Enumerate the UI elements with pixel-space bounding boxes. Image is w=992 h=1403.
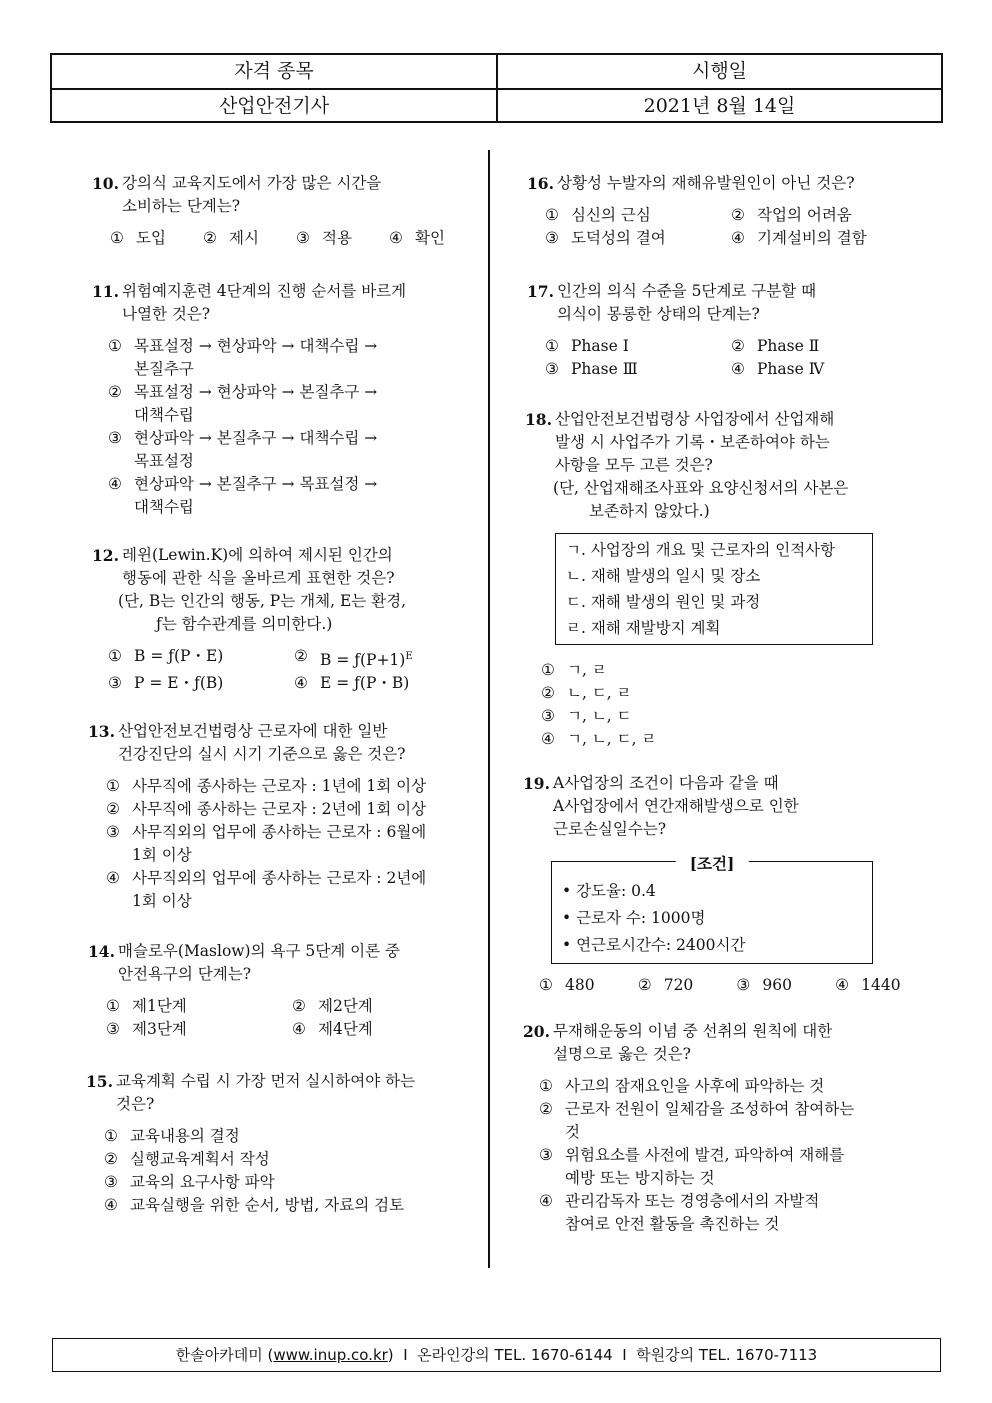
footer-bar	[52, 1338, 941, 1372]
question-11	[92, 280, 472, 519]
question-19	[523, 772, 923, 997]
option-4[interactable]: ④ 제4단계	[292, 1020, 373, 1038]
condition-item: • 연근로시간수: 2400시간	[562, 936, 746, 954]
box-item: ㄷ. 재해 발생의 원인 및 과정	[566, 593, 761, 611]
option-3[interactable]: ③ Phase Ⅲ	[545, 360, 638, 378]
question-12	[92, 544, 477, 695]
options	[104, 1125, 478, 1217]
options	[106, 995, 473, 1041]
stem-line: 행동에 관한 식을 올바르게 표현한 것은?	[122, 569, 395, 587]
option-1[interactable]: ① 제1단계	[106, 997, 187, 1015]
subject-label: 자격 종목	[52, 55, 498, 88]
option-1[interactable]: ① 480	[539, 976, 595, 994]
question-number: 15.	[86, 1072, 113, 1091]
header-row	[52, 55, 941, 90]
option-2[interactable]: ② 근로자 전원이 일체감을 조성하여 참여하는 것	[539, 1100, 855, 1141]
question-16	[527, 172, 927, 250]
stem-line: 산업안전보건법령상 사업장에서 산업재해	[555, 410, 835, 428]
question-stem	[92, 172, 472, 218]
question-stem	[92, 544, 477, 590]
options	[539, 1075, 923, 1236]
stem-line: 건강진단의 실시 시기 기준으로 옳은 것은?	[118, 745, 406, 763]
option-2[interactable]: ② 사무직에 종사하는 근로자 : 2년에 1회 이상	[106, 800, 427, 818]
option-1[interactable]: ① 사고의 잠재요인을 사후에 파악하는 것	[539, 1077, 825, 1095]
stem-line: 매슬로우(Maslow)의 욕구 5단계 이론 중	[118, 942, 400, 960]
question-number: 10.	[92, 174, 119, 193]
stem-line: 소비하는 단계는?	[122, 197, 241, 215]
question-18	[525, 408, 925, 751]
stem-line: A사업장의 조건이 다음과 같을 때	[553, 774, 779, 792]
stem-line: 것은?	[116, 1095, 155, 1113]
stem-line: 안전욕구의 단계는?	[118, 965, 252, 983]
stem-line: 위험예지훈련 4단계의 진행 순서를 바르게	[122, 282, 407, 300]
question-stem	[92, 280, 472, 326]
option-4[interactable]: ④ 관리감독자 또는 경영층에서의 자발적 참여로 안전 활동을 촉진하는 것	[539, 1192, 820, 1233]
option-2[interactable]: ② 목표설정 → 현상파악 → 본질추구 → 대책수립	[108, 383, 378, 424]
box-item: ㄱ. 사업장의 개요 및 근로자의 인적사항	[566, 541, 836, 559]
option-4[interactable]: ④ 사무직외의 업무에 종사하는 근로자 : 2년에 1회 이상	[106, 869, 427, 910]
options	[106, 775, 478, 913]
footer-brand: 한솔아카데미 (	[175, 1346, 274, 1364]
options	[108, 645, 477, 695]
stem-line: 상황성 누발자의 재해유발원인이 아닌 것은?	[557, 174, 855, 192]
option-3[interactable]: ③ 적용	[296, 229, 352, 247]
option-1[interactable]: ① B = ƒ(P・E)	[108, 647, 224, 665]
question-stem	[523, 772, 923, 841]
option-1[interactable]: ① 목표설정 → 현상파악 → 대책수립 → 본질추구	[108, 337, 378, 378]
option-4[interactable]: ④ 1440	[835, 976, 901, 994]
question-number: 14.	[88, 942, 115, 961]
question-note: (단, B는 인간의 행동, P는 개체, E는 환경, ƒ는 함수관계를 의미한다.)	[118, 592, 407, 633]
option-1[interactable]: ① 심신의 근심	[545, 206, 651, 224]
question-stem	[525, 408, 925, 477]
question-stem	[523, 1020, 923, 1066]
options	[545, 204, 927, 250]
question-stem	[527, 172, 927, 195]
options	[541, 659, 925, 751]
column-divider	[488, 150, 490, 1268]
option-3[interactable]: ③ 도덕성의 결여	[545, 229, 666, 247]
stem-line: 산업안전보건법령상 근로자에 대한 일반	[118, 722, 388, 740]
question-stem	[527, 280, 927, 326]
option-1[interactable]: ① 교육내용의 결정	[104, 1127, 240, 1145]
stem-line: 근로손실일수는?	[553, 820, 667, 838]
question-number: 18.	[525, 410, 552, 429]
option-2[interactable]: ② $B = ƒ(P+1)^E$	[294, 647, 413, 670]
option-3[interactable]: ③ ㄱ, ㄴ, ㄷ	[541, 707, 632, 725]
online-course-tel: 온라인강의 TEL. 1670-6144	[417, 1346, 613, 1364]
question-15	[86, 1070, 478, 1217]
option-3[interactable]: ③ 교육의 요구사항 파악	[104, 1173, 275, 1191]
question-number: 20.	[523, 1022, 550, 1041]
box-item: ㄴ. 재해 발생의 일시 및 장소	[566, 567, 761, 585]
question-number: 19.	[523, 774, 550, 793]
academy-tel: 학원강의 TEL. 1670-7113	[636, 1346, 818, 1364]
option-4[interactable]: ④ 확인	[389, 229, 445, 247]
stem-line: 레윈(Lewin.K)에 의하여 제시된 인간의	[122, 546, 393, 564]
footer-brand-end: )	[387, 1346, 394, 1364]
condition-item: • 근로자 수: 1000명	[562, 909, 706, 927]
stem-line: 교육계획 수립 시 가장 먼저 실시하여야 하는	[116, 1072, 416, 1090]
box-item: ㄹ. 재해 재발방지 계획	[566, 619, 721, 637]
option-2[interactable]: ② 작업의 어려움	[731, 206, 852, 224]
stem-line: A사업장에서 연간재해발생으로 인한	[553, 797, 799, 815]
footer-separator: I	[612, 1346, 637, 1364]
option-3[interactable]: ③ 사무직외의 업무에 종사하는 근로자 : 6월에 1회 이상	[106, 823, 427, 864]
option-4[interactable]: ④ 현상파악 → 본질추구 → 목표설정 → 대책수립	[108, 475, 378, 516]
option-3[interactable]: ③ P = E・ƒ(B)	[108, 674, 224, 693]
option-2[interactable]: ② 720	[637, 976, 694, 994]
option-3[interactable]: ③ 960	[736, 976, 792, 994]
conditions-title: [조건]	[676, 850, 749, 877]
condition-item: • 강도율: 0.4	[562, 882, 656, 900]
options	[110, 227, 472, 250]
date-label: 시행일	[691, 60, 748, 82]
stem-line: 무재해운동의 이념 중 선취의 원칙에 대한	[553, 1022, 833, 1040]
options	[108, 335, 472, 519]
website-link[interactable]: www.inup.co.kr	[273, 1346, 388, 1364]
option-4[interactable]: ④ 기계설비의 결함	[731, 229, 867, 247]
question-13	[88, 720, 478, 913]
exam-info-table	[50, 53, 943, 123]
option-1[interactable]: ① 도입	[110, 229, 166, 247]
stem-line: 발생 시 사업주가 기록・보존하여야 하는	[555, 433, 830, 451]
stem-line: 인간의 의식 수준을 5단계로 구분할 때	[557, 282, 817, 300]
option-2[interactable]: ② 제2단계	[292, 997, 373, 1015]
option-1[interactable]: ① Phase Ⅰ	[545, 337, 629, 355]
question-number: 11.	[92, 282, 119, 301]
option-1[interactable]: ① ㄱ, ㄹ	[541, 661, 607, 679]
footer-separator: I	[393, 1346, 418, 1364]
stem-line: 사항을 모두 고른 것은?	[555, 456, 713, 474]
question-17	[527, 280, 927, 381]
option-3[interactable]: ③ 위험요소를 사전에 발견, 파악하여 재해를 예방 또는 방지하는 것	[539, 1146, 845, 1187]
options	[545, 335, 927, 381]
items-box	[555, 533, 873, 645]
option-4[interactable]: ④ 교육실행을 위한 순서, 방법, 자료의 검토	[104, 1196, 405, 1214]
option-4[interactable]: ④ E = ƒ(P・B)	[294, 674, 410, 693]
value-row	[52, 90, 941, 123]
question-stem	[86, 1070, 478, 1116]
stem-line: 설명으로 옳은 것은?	[553, 1045, 691, 1063]
option-2[interactable]: ② Phase Ⅱ	[731, 337, 820, 355]
question-number: 16.	[527, 174, 554, 193]
question-number: 13.	[88, 722, 115, 741]
option-1[interactable]: ① 사무직에 종사하는 근로자 : 1년에 1회 이상	[106, 777, 427, 795]
question-number: 17.	[527, 282, 554, 301]
option-2[interactable]: ② 실행교육계획서 작성	[104, 1150, 270, 1168]
conditions-box	[551, 854, 873, 964]
stem-line: 나열한 것은?	[122, 305, 211, 323]
option-2[interactable]: ② ㄴ, ㄷ, ㄹ	[541, 684, 632, 702]
stem-line: 강의식 교육지도에서 가장 많은 시간을	[122, 174, 382, 192]
date-value: 2021년 8월 14일	[643, 95, 796, 117]
question-stem	[88, 720, 478, 766]
question-14	[88, 940, 473, 1041]
subject-value: 산업안전기사	[52, 90, 498, 123]
question-20	[523, 1020, 923, 1236]
question-number: 12.	[92, 546, 119, 565]
option-3[interactable]: ③ 현상파악 → 본질추구 → 대책수립 → 목표설정	[108, 429, 378, 470]
question-stem	[88, 940, 473, 986]
option-2[interactable]: ② 제시	[203, 229, 259, 247]
question-10	[92, 172, 472, 250]
option-4[interactable]: ④ Phase Ⅳ	[731, 360, 825, 378]
options	[539, 974, 923, 997]
stem-line: 의식이 몽롱한 상태의 단계는?	[557, 305, 760, 323]
option-4[interactable]: ④ ㄱ, ㄴ, ㄷ, ㄹ	[541, 730, 657, 748]
option-3[interactable]: ③ 제3단계	[106, 1020, 187, 1038]
question-note: (단, 산업재해조사표와 요양신청서의 사본은 보존하지 않았다.)	[553, 479, 849, 520]
